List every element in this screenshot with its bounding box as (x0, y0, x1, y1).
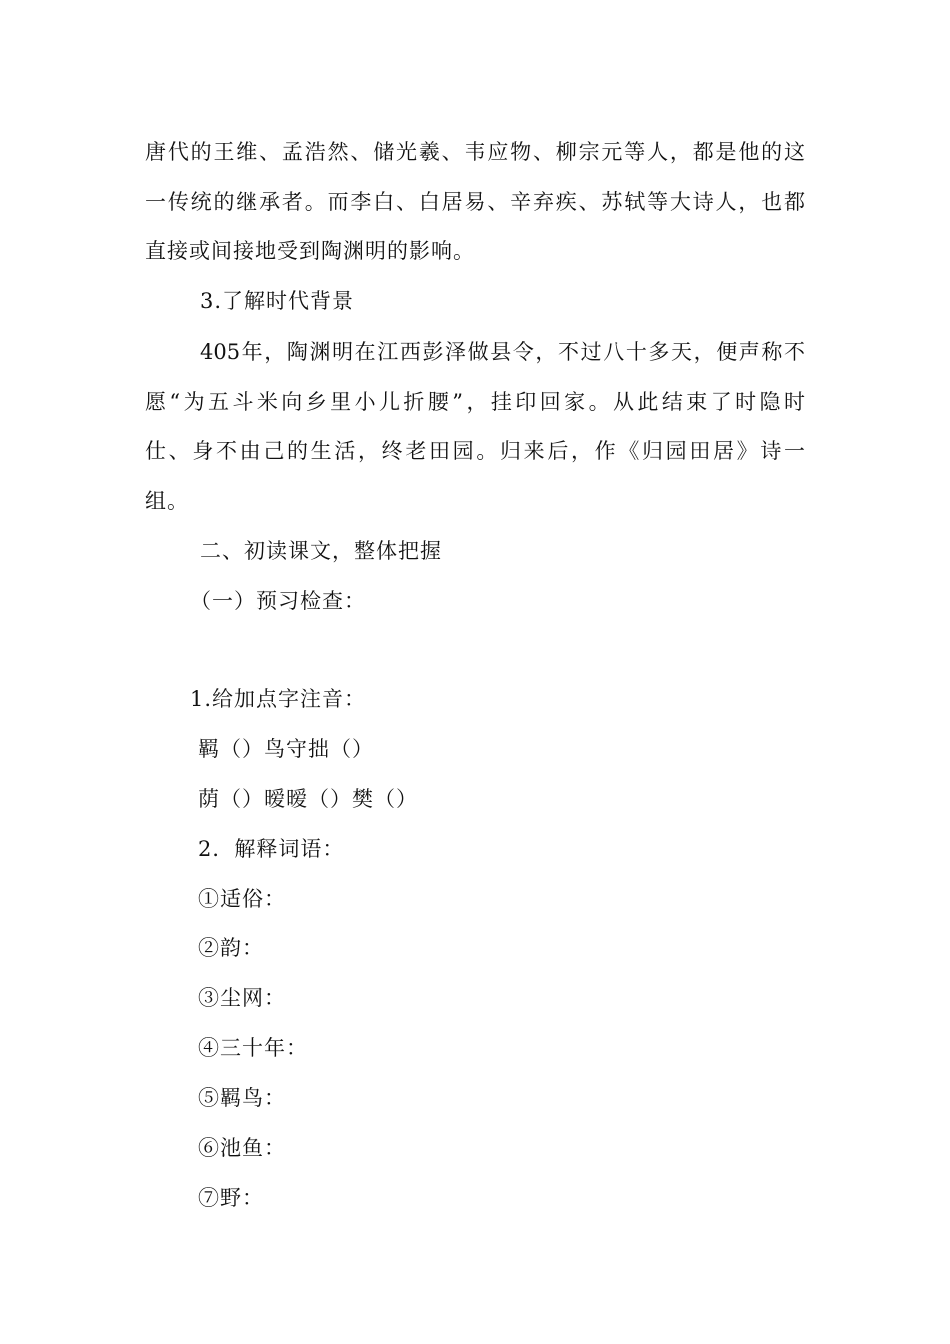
paragraph2-line-4: 组。 (145, 489, 189, 513)
paragraph1-line-1: 唐代的王维、孟浩然、储光羲、韦应物、柳宗元等人，都是他的这 (145, 140, 805, 164)
exercise1-title: 1.给加点字注音： (190, 687, 367, 711)
exercise2-item-4: ④三十年： (198, 1036, 308, 1060)
exercise2-title: 2．解释词语： (198, 837, 345, 861)
part2-heading: 二、初读课文，整体把握 (200, 539, 442, 563)
exercise2-item-5: ⑤羁鸟： (198, 1086, 286, 1110)
paragraph1-line-3: 直接或间接地受到陶渊明的影响。 (145, 239, 475, 263)
paragraph2-line-1: 405年，陶渊明在江西彭泽做县令，不过八十多天，便声称不 (200, 340, 805, 364)
exercise1-row-2: 荫（）暧暧（）樊（） (198, 787, 418, 811)
exercise2-item-6: ⑥池鱼： (198, 1136, 286, 1160)
paragraph2-line-2: 愿“为五斗米向乡里小儿折腰”，挂印回家。从此结束了时隐时 (145, 390, 805, 414)
exercise2-item-3: ③尘网： (198, 986, 286, 1010)
part2-subheading: （一）预习检查： (190, 589, 366, 613)
section3-heading: 3.了解时代背景 (200, 289, 355, 313)
exercise2-item-1: ①适俗： (198, 887, 286, 911)
paragraph2-line-3: 仕、身不由己的生活，终老田园。归来后，作《归园田居》诗一 (145, 439, 805, 463)
exercise2-item-2: ②韵： (198, 936, 264, 960)
paragraph1-line-2: 一传统的继承者。而李白、白居易、辛弃疾、苏轼等大诗人，也都 (145, 190, 805, 214)
exercise1-row-1: 羁（）鸟守拙（） (198, 737, 374, 761)
exercise2-item-7: ⑦野： (198, 1186, 264, 1210)
